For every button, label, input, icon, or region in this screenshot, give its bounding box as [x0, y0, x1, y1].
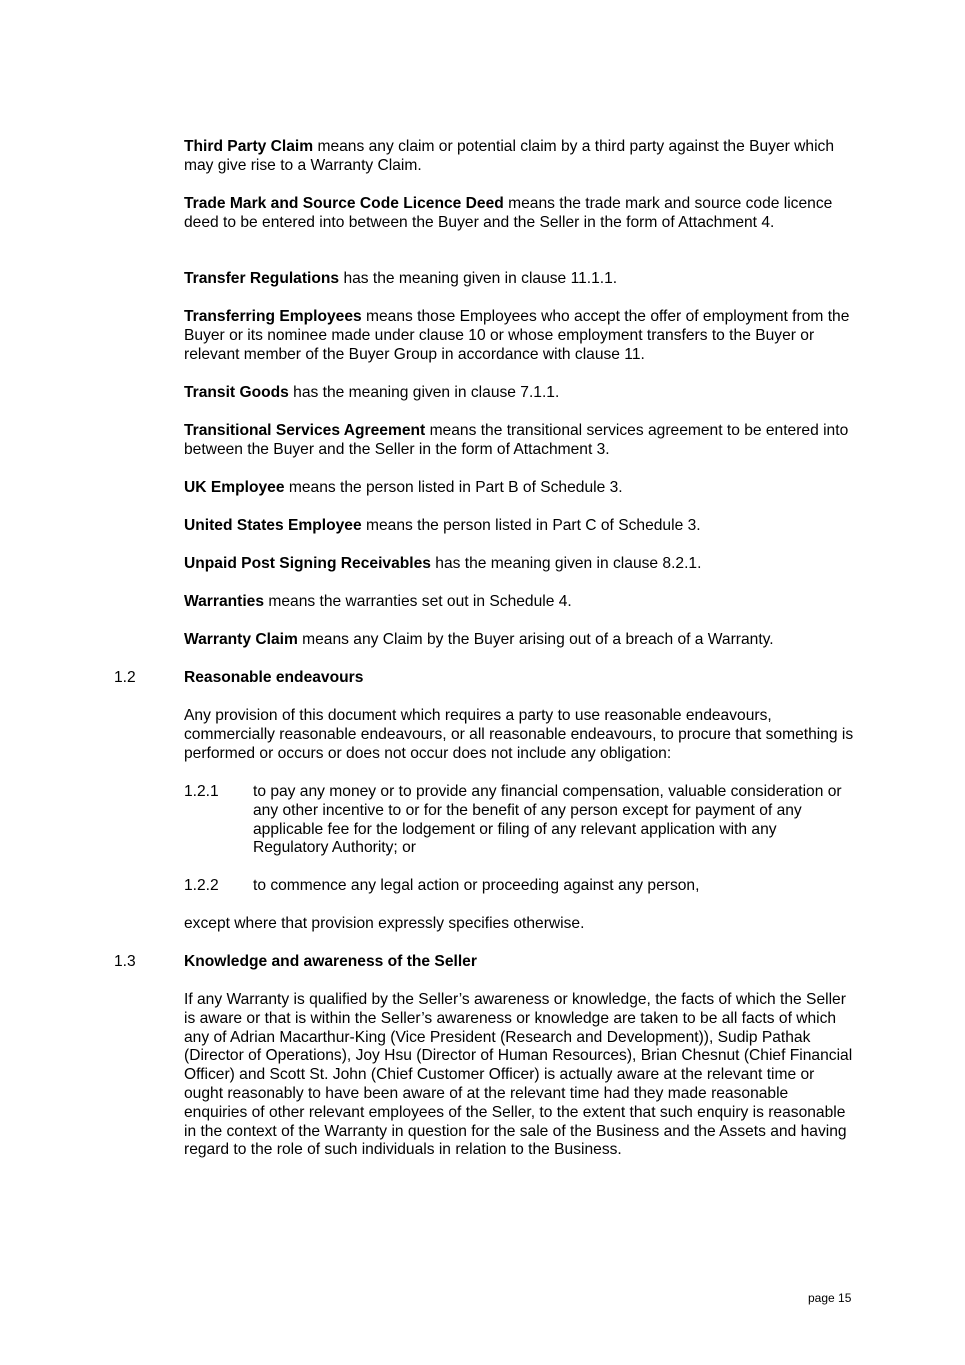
subclause-text: to pay any money or to provide any financial compensation, valuable consideration or any other incentive to or for the benefit of any person except for payment of any applicable fee for the lodgement or filing of any relevant application with any Regulatory Authority; or: [253, 783, 842, 857]
definition-term: Transitional Services Agreement: [184, 422, 426, 439]
definition-text: means the trade mark and source code licence deed to be entered into between the Buyer and the Seller in the form of Attachment 4.: [184, 195, 833, 231]
definition-transferring-employees: [184, 308, 854, 364]
definition-text: has the meaning given in clause 11.1.1.: [339, 270, 618, 287]
definition-text: means the transitional services agreement to be entered into between the Buyer and the Seller in the form of Attachment 3.: [184, 422, 849, 458]
definition-text: means any Claim by the Buyer arising out of a breach of a Warranty.: [297, 631, 774, 648]
definition-term: United States Employee: [184, 517, 362, 534]
definition-text: has the meaning given in clause 8.2.1.: [430, 555, 702, 572]
definition-transitional-services-agreement: [184, 422, 854, 460]
definition-term: Warranty Claim: [184, 631, 298, 648]
section-number: 1.3: [114, 953, 136, 970]
definition-transfer-regulations: [184, 270, 854, 289]
definition-united-states-employee: [184, 517, 854, 536]
definition-text: means any claim or potential claim by a third party against the Buyer which may give rise to a Warranty Claim.: [184, 138, 835, 174]
definition-term: Transferring Employees: [184, 308, 362, 325]
section-heading: Knowledge and awareness of the Seller: [184, 953, 477, 970]
definition-term: Trade Mark and Source Code Licence Deed: [184, 195, 504, 212]
definition-term: UK Employee: [184, 479, 285, 496]
definition-text: means the person listed in Part C of Schedule 3.: [361, 517, 701, 534]
definition-text: means those Employees who accept the offer of employment from the Buyer or its nominee made under clause 10 or whose employment transfers to the Buyer or relevant member of the Buyer Group in accordance with clause 11.: [184, 308, 850, 363]
definition-term: Warranties: [184, 593, 265, 610]
definition-transit-goods: [184, 384, 854, 403]
definition-term: Transfer Regulations: [184, 270, 340, 287]
definition-warranties: [184, 593, 854, 612]
subclause-number: 1.2.1: [184, 783, 219, 800]
section-intro: Any provision of this document which requires a party to use reasonable endeavours, commercially reasonable endeavours, or all reasonable endeavours, to procure that something is performed or occurs or does not occur does not include any obligation:: [184, 707, 854, 762]
definition-warranty-claim: [184, 631, 854, 650]
definition-text: has the meaning given in clause 7.1.1.: [288, 384, 560, 401]
definition-term: Transit Goods: [184, 384, 289, 401]
definition-text: means the warranties set out in Schedule 4.: [264, 593, 572, 610]
definition-trade-mark-licence-deed: [184, 195, 854, 233]
definition-third-party-claim: [184, 138, 854, 176]
section-body: If any Warranty is qualified by the Seller’s awareness or knowledge, the facts of which the Seller is aware or that is within the Seller’s awareness or knowledge are taken to be all facts of which any of Adrian Macarthur-King (Vice President (Research and Development)), Sudip Pathak (Director of Operations), Joy Hsu (Director of Human Resources), Brian Chesnut (Chief Financial Officer) and Scott St. John (Chief Customer Officer) is actually aware at the relevant time or ought reasonably to have been aware of at the relevant time had they made reasonable enquiries of other relevant employees of the Seller, to the extent that such enquiry is reasonable in the context of the Warranty in question for the sale of the Business and the Assets and having regard to the role of such individuals in relation to the Business.: [184, 991, 853, 1159]
definition-text: means the person listed in Part B of Schedule 3.: [284, 479, 623, 496]
subclause-text: to commence any legal action or proceeding against any person,: [253, 877, 700, 894]
definition-uk-employee: [184, 479, 854, 498]
definition-term: Unpaid Post Signing Receivables: [184, 555, 431, 572]
section-number: 1.2: [114, 669, 136, 686]
section-heading: Reasonable endeavours: [184, 669, 364, 686]
section-closing: except where that provision expressly specifies otherwise.: [184, 915, 585, 932]
definition-unpaid-post-signing-receivables: [184, 555, 854, 574]
definition-term: Third Party Claim: [184, 138, 314, 155]
subclause-number: 1.2.2: [184, 877, 219, 894]
page-number: page 15: [808, 1291, 852, 1305]
